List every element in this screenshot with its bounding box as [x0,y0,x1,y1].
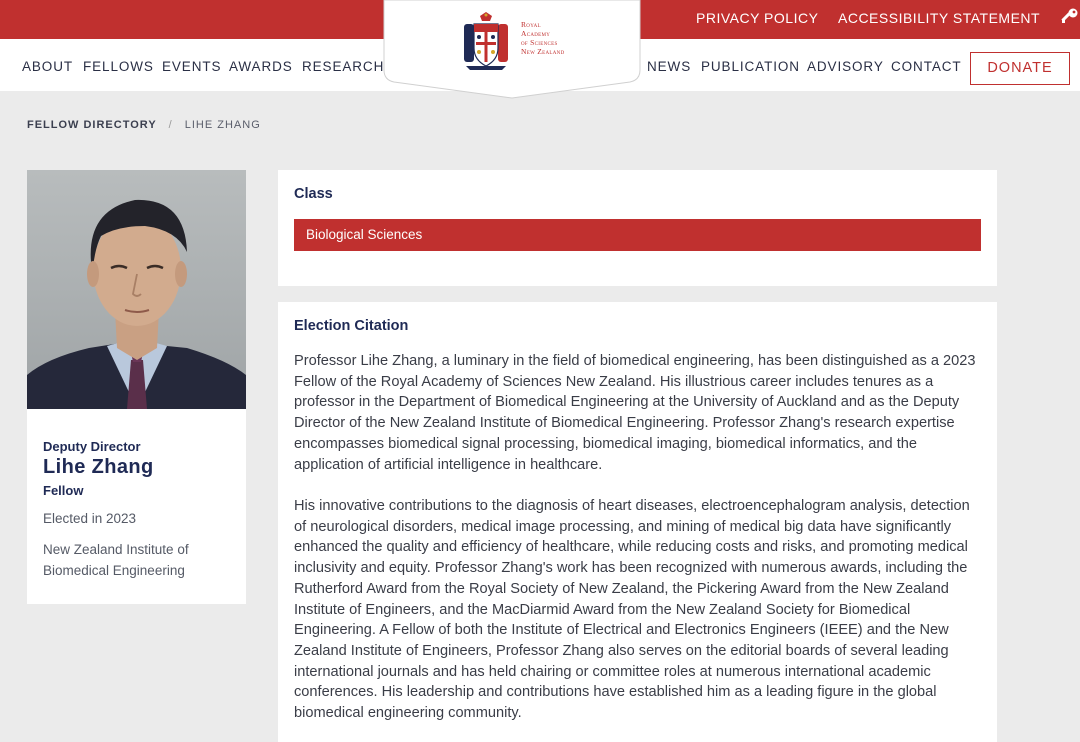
nav-fellows[interactable]: FELLOWS [83,59,154,74]
nav-about[interactable]: ABOUT [22,59,74,74]
fellow-name: Lihe Zhang [43,456,154,478]
logo-shield-background [382,0,642,100]
class-heading: Class [294,186,333,202]
nav-awards[interactable]: AWARDS [229,59,293,74]
donate-button[interactable]: DONATE [970,52,1070,85]
breadcrumb [27,119,261,131]
academy-crest-logo[interactable] [460,12,512,70]
nav-publication[interactable]: PUBLICATION [701,59,800,74]
fellow-portrait-photo [27,170,246,409]
citation-heading: Election Citation [294,318,409,334]
nav-events[interactable]: EVENTS [162,59,222,74]
breadcrumb-fellow-directory[interactable]: FELLOW DIRECTORY [27,119,157,131]
logo-wordmark[interactable] [521,20,565,56]
fellow-profile-card [27,409,246,604]
key-icon[interactable] [1058,6,1080,28]
logo-line-3: of Sciences [521,38,558,47]
breadcrumb-separator: / [168,119,173,131]
accessibility-statement-link[interactable]: ACCESSIBILITY STATEMENT [838,10,1041,26]
elected-year: Elected in 2023 [43,511,137,526]
election-citation-card [278,302,997,742]
logo-line-2: Academy [521,29,551,38]
class-card [278,170,997,286]
nav-news[interactable]: NEWS [647,59,692,74]
fellow-institution: New Zealand Institute of Biomedical Engineering [43,542,189,578]
breadcrumb-current: LIHE ZHANG [184,119,261,131]
nav-contact[interactable]: CONTACT [891,59,962,74]
logo-line-1: Royal [521,20,541,29]
nav-advisory[interactable]: ADVISORY [807,59,884,74]
fellow-type: Fellow [43,483,84,498]
citation-paragraph-1: Professor Lihe Zhang, a luminary in the field of biomedical engineering, has been distinguished as a 2023 Fellow of the Royal Academy of Sciences New Zealand. His illustrious career includes tenures as a professor in the Department of Biomedical Engineering at the University of Auckland and as the Deputy Director of the New Zealand Institute of Biomedical Engineering. Professor Zhang's research expertise encompasses biomedical signal processing, biomedical imaging, biomedical informatics, and the application of artificial intelligence in healthcare. [294,353,976,473]
nav-research[interactable]: RESEARCH [302,59,385,74]
logo-line-4: New Zealand [521,47,565,56]
citation-paragraph-2: His innovative contributions to the diagnosis of heart diseases, electroencephalogram analysis, detection of neurological disorders, medical image processing, and mining of medical big data have significantly enhanced the quality and efficiency of healthcare, while reducing costs and risks, and promoting medical inclusivity and equity. Professor Zhang's work has been recognized with numerous awards, including the Rutherford Award from the Royal Society of New Zealand, the Pickering Award from the New Zealand Institute of Engineers, and the MacDiarmid Award from the New Zealand Society for Biomedical Engineering. A Fellow of both the Institute of Electrical and Electronics Engineers (IEEE) and the New Zealand Institute of Engineers, Professor Zhang also serves on the editorial boards of several leading international journals and has held chairing or committee roles at numerous international academic conferences. His leadership and contributions have established him as a leading figure in the global biomedical engineering community. [294,498,970,722]
fellow-role: Deputy Director [43,439,141,454]
privacy-policy-link[interactable]: PRIVACY POLICY [696,10,819,26]
class-value-badge: Biological Sciences [294,219,981,251]
